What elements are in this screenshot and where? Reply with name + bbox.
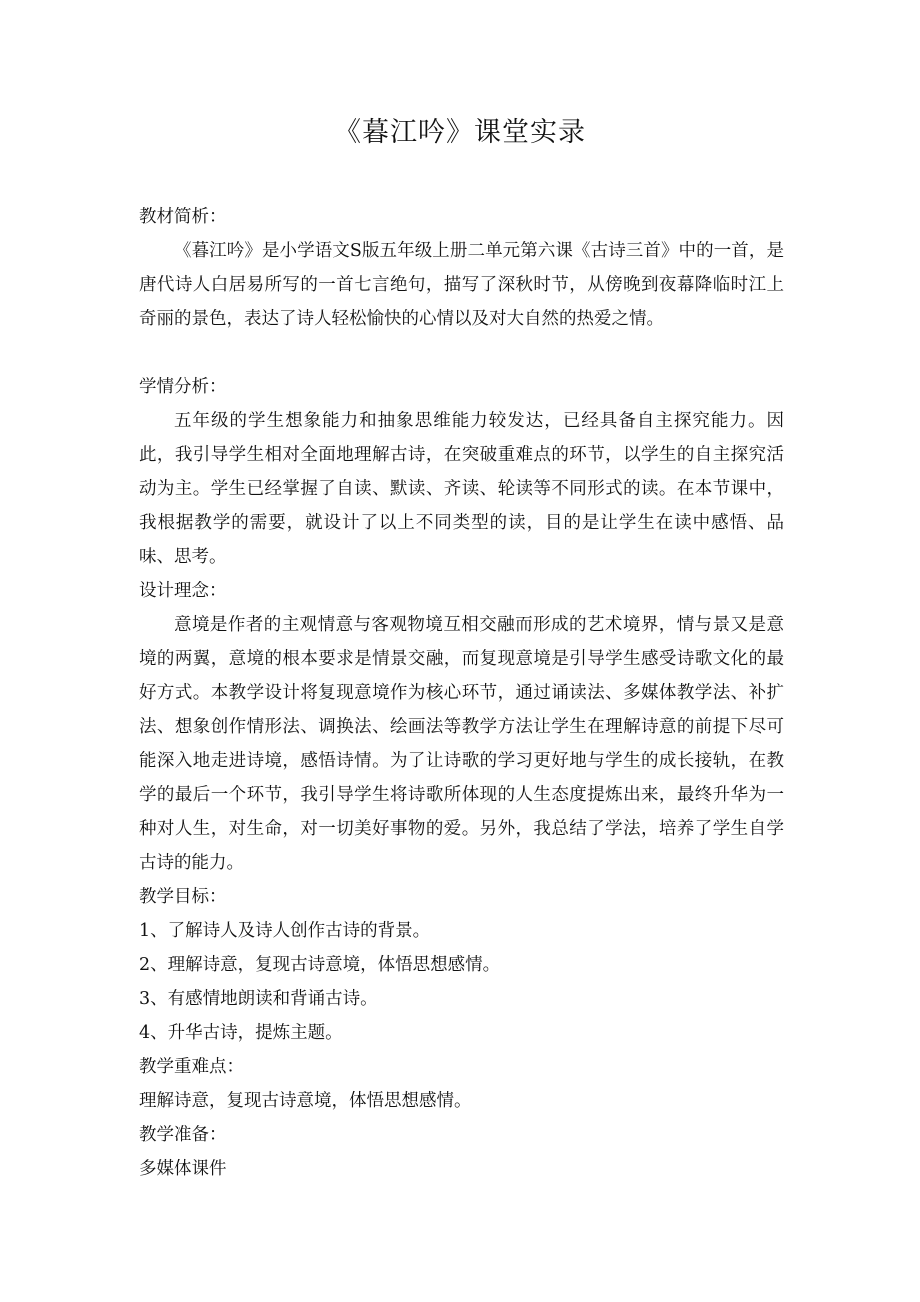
section-heading-key-points: 教学重难点： xyxy=(139,1057,244,1077)
goal-item: 3、有感情地朗读和背诵古诗。 xyxy=(139,989,378,1009)
section-heading-design-concept: 设计理念： xyxy=(139,581,227,601)
goal-item: 4、升华古诗，提炼主题。 xyxy=(139,1023,343,1043)
document-title: 《暮江吟》课堂实录 xyxy=(334,117,586,148)
section-heading-preparation: 教学准备： xyxy=(139,1125,227,1145)
paragraph-student-analysis: 五年级的学生想象能力和抽象思维能力较发达，已经具备自主探究能力。因此，我引导学生相对全面地理解古诗，在突破重难点的环节，以学生的自主探究活动为主。学生已经掌握了自读、默读、齐读、轮读等不同形式的读。在本节课中，我根据教学的需要，就设计了以上不同类型的读，目的是让学生在读中感悟、品味、思考。 xyxy=(139,411,784,567)
paragraph-textbook-analysis: 《暮江吟》是小学语文S版五年级上册二单元第六课《古诗三首》中的一首，是唐代诗人白居易所写的一首七言绝句，描写了深秋时节，从傍晚到夜幕降临时江上奇丽的景色，表达了诗人轻松愉快的心情以及对大自然的热爱之情。 xyxy=(139,241,784,329)
paragraph-design-concept: 意境是作者的主观情意与客观物境互相交融而形成的艺术境界，情与景又是意境的两翼，意境的根本要求是情景交融，而复现意境是引导学生感受诗歌文化的最好方式。本教学设计将复现意境作为核心环节，通过诵读法、多媒体教学法、补扩法、想象创作情形法、调换法、绘画法等教学方法让学生在理解诗意的前提下尽可能深入地走进诗境，感悟诗情。为了让诗歌的学习更好地与学生的成长接轨，在教学的最后一个环节，我引导学生将诗歌所体现的人生态度提炼出来，最终升华为一种对人生，对生命，对一切美好事物的爱。另外，我总结了学法，培养了学生自学古诗的能力。 xyxy=(139,615,784,873)
paragraph-preparation: 多媒体课件 xyxy=(139,1159,227,1179)
goal-item: 1、了解诗人及诗人创作古诗的背景。 xyxy=(139,921,431,941)
section-heading-teaching-goals: 教学目标： xyxy=(139,887,227,907)
section-heading-textbook-analysis: 教材简析： xyxy=(139,207,227,227)
paragraph-spacer xyxy=(139,336,784,370)
paragraph-key-points: 理解诗意，复现古诗意境，体悟思想感情。 xyxy=(139,1091,472,1111)
goal-item: 2、理解诗意，复现古诗意境，体悟思想感情。 xyxy=(139,955,501,975)
section-heading-student-analysis: 学情分析： xyxy=(139,377,227,397)
document-body xyxy=(139,200,784,1186)
